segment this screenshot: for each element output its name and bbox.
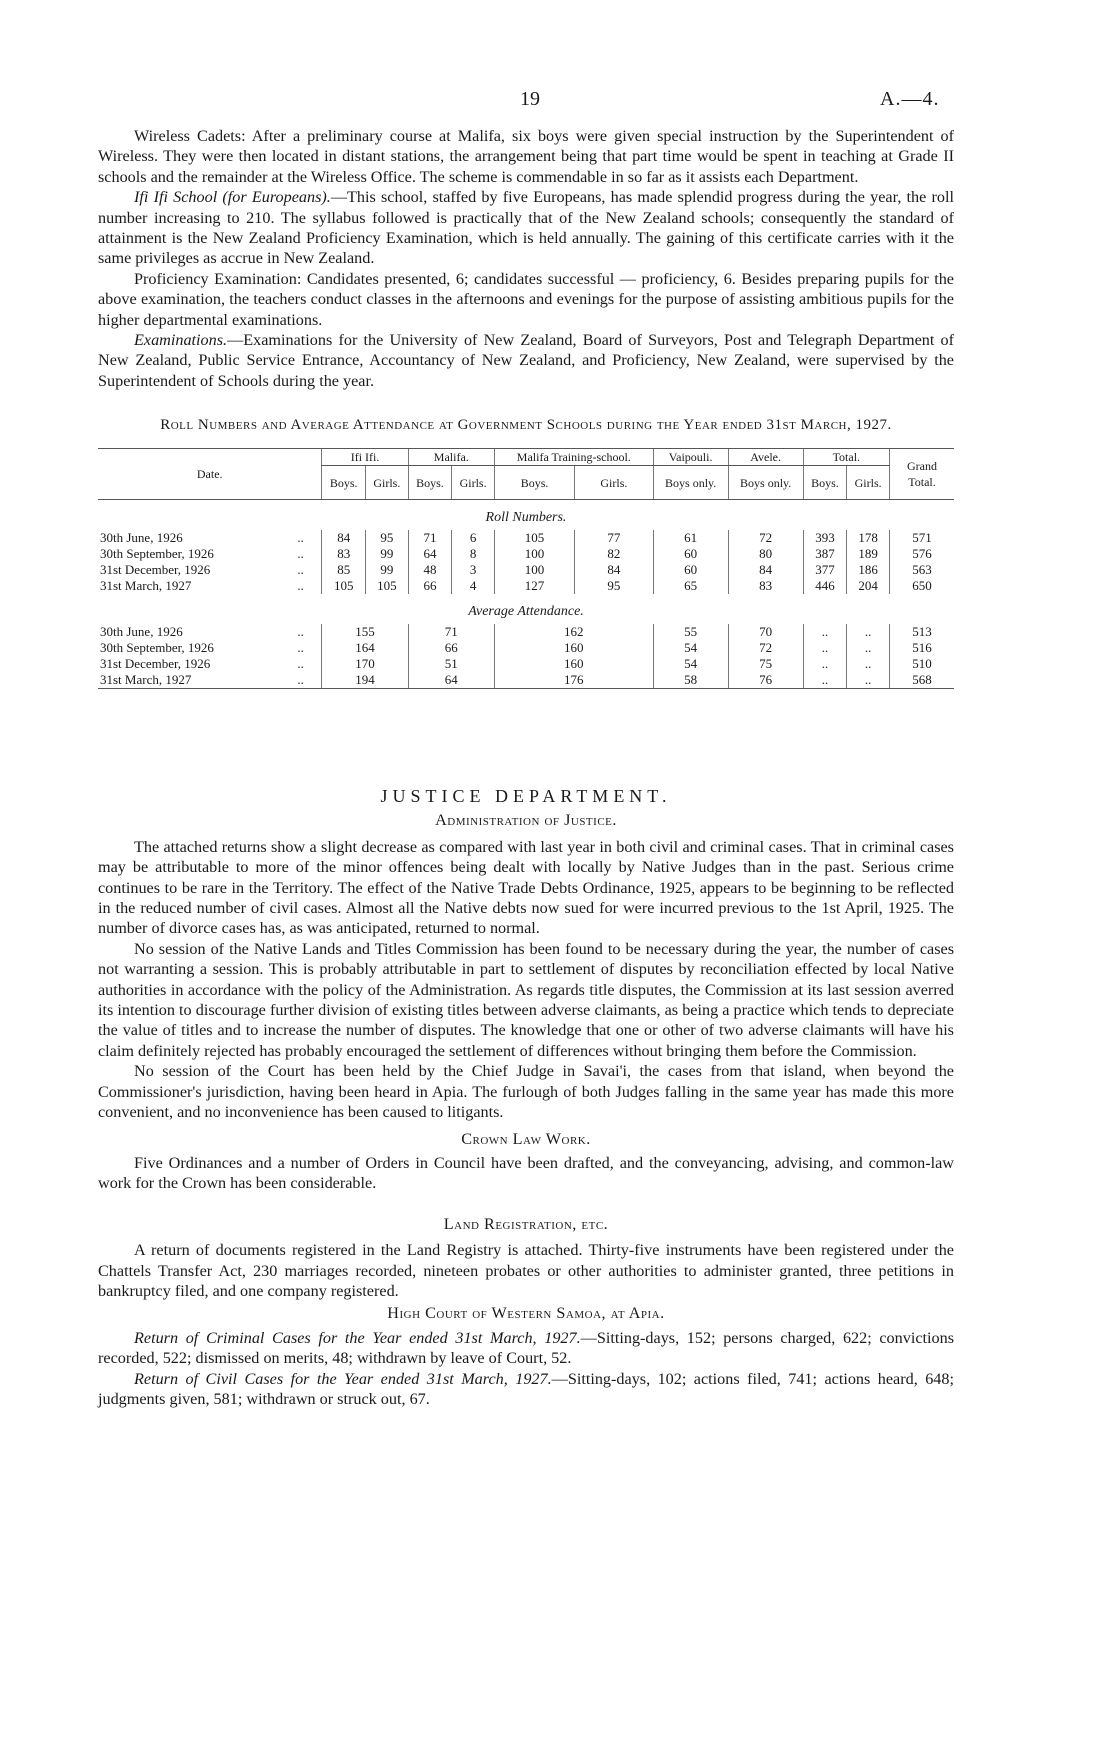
avele-cell: 76 <box>728 672 803 689</box>
grand-total-cell: 576 <box>890 546 955 562</box>
ifi-boys-cell: 105 <box>322 578 366 594</box>
attendance-row <box>98 624 954 640</box>
administration-heading: Administration of Justice. <box>435 811 617 830</box>
ifi-school-text: —This school, staffed by five Europeans, has made splendid progress during the year, the roll number increasing to 210. The syllabus followed is practically that of the New Zealand schools; consequently the standard of attainment is the New Zealand Proficiency Examination, which is held annually. The gaining of this certificate carries with it the same privileges as accrue in New Zealand. <box>98 188 954 268</box>
row-dots: .. <box>297 562 304 577</box>
ifi-boys-header: Boys. <box>322 466 366 500</box>
land-registration-paragraph: A return of documents registered in the Land Registry is attached. Thirty-five instruments have been registered under the Chattels Transfer Act, 230 marriages recorded, nineteen probates or other authorities to administer granted, three petitions in bankruptcy filed, and one company registered. <box>98 1241 954 1300</box>
row-dots: .. <box>297 624 304 639</box>
training-attendance-cell: 176 <box>494 672 653 689</box>
total-girls-cell: .. <box>847 640 890 656</box>
civil-cases-heading: Return of Civil Cases for the Year ended 31st March, 1927. <box>134 1369 552 1388</box>
grand-total-cell: 563 <box>890 562 955 578</box>
proficiency-paragraph: Proficiency Examination: Candidates presented, 6; candidates successful — proficiency, 6. Besides preparing pupils for the above examination, the teachers conduct classes in the afternoons and evenings for the purpose of assisting ambitious pupils for the higher departmental examinations. <box>98 269 954 329</box>
ifi-girls-cell: 105 <box>366 578 409 594</box>
ifi-attendance-cell: 170 <box>322 656 408 672</box>
training-girls-header: Girls. <box>575 466 654 500</box>
vaipouli-cell: 55 <box>653 624 728 640</box>
avele-cell: 72 <box>728 640 803 656</box>
training-boys-cell: 127 <box>494 578 574 594</box>
row-date: 31st December, 1926 <box>100 656 211 671</box>
attendance-row <box>98 672 954 689</box>
criminal-cases-heading: Return of Criminal Cases for the Year ended 31st March, 1927. <box>134 1328 581 1347</box>
total-girls-cell: .. <box>847 624 890 640</box>
ifi-attendance-cell: 155 <box>322 624 408 640</box>
examinations-heading: Examinations. <box>134 331 228 350</box>
row-dots: .. <box>297 640 304 655</box>
vaipouli-cell: 54 <box>653 656 728 672</box>
grand-total-cell: 516 <box>890 640 955 656</box>
ifi-boys-cell: 85 <box>322 562 366 578</box>
avele-cell: 75 <box>728 656 803 672</box>
total-boys-cell: .. <box>803 624 847 640</box>
land-registration-heading: Land Registration, etc. <box>443 1214 609 1233</box>
malifa-boys-cell: 71 <box>408 530 452 546</box>
training-boys-cell: 100 <box>494 562 574 578</box>
total-boys-header: Boys. <box>803 466 847 500</box>
row-date: 31st December, 1926 <box>100 562 211 577</box>
malifa-girls-cell: 6 <box>452 530 495 546</box>
training-attendance-cell: 160 <box>494 656 653 672</box>
justice-paragraph-3: No session of the Court has been held by the Chief Judge in Savai'i, the cases from that island, when beyond the Commissioner's jurisdiction, having been heard in Apia. The furlough of both Judges falling in the same year has made this more convenient, and no inconvenience has been caused to litigants. <box>98 1062 954 1122</box>
roll-row <box>98 546 954 562</box>
attendance-label: Average Attendance. <box>468 604 584 619</box>
grand-total-cell: 568 <box>890 672 955 689</box>
vaipouli-cell: 60 <box>653 562 728 578</box>
ifi-girls-cell: 99 <box>366 562 409 578</box>
total-boys-cell: .. <box>803 640 847 656</box>
criminal-cases-paragraph <box>98 1328 954 1369</box>
malifa-boys-cell: 48 <box>408 562 452 578</box>
total-girls-cell: .. <box>847 672 890 689</box>
total-header: Total. <box>803 449 889 466</box>
civil-cases-text: —Sitting-days, 102; actions filed, 741; actions heard, 648; judgments given, 581; withdrawn or struck out, 67. <box>98 1369 954 1408</box>
training-header: Malifa Training-school. <box>494 449 653 466</box>
vaipouli-cell: 65 <box>653 578 728 594</box>
crown-law-paragraph: Five Ordinances and a number of Orders in Council have been drafted, and the conveyancing, advising, and common-law work for the Crown has been considerable. <box>98 1153 954 1193</box>
justice-paragraph-2: No session of the Native Lands and Titles Commission has been found to be necessary during the year, the number of cases not warranting a session. This is probably attributable in part to settlement of disputes by reconciliation effected by local Native authorities in accordance with the policy of the Administration. As regards title disputes, the Commission at its last session averred its intention to discourage further division of existing titles between adverse claimants, as being a practice which tends to depreciate the value of titles and to increase the number of disputes. The knowledge that one or other of two adverse claimants will have his claim definitely rejected has probably encouraged the settlement of differences without bringing them before the Commission. <box>98 939 954 1060</box>
civil-cases-paragraph <box>98 1369 954 1410</box>
malifa-attendance-cell: 66 <box>408 640 494 656</box>
ifi-girls-header: Girls. <box>366 466 409 500</box>
grand-total-cell: 510 <box>890 656 955 672</box>
vaipouli-cell: 60 <box>653 546 728 562</box>
vaipouli-boys-header: Boys only. <box>653 466 728 500</box>
grand-total-cell: 650 <box>890 578 955 594</box>
ifi-boys-cell: 83 <box>322 546 366 562</box>
training-boys-cell: 105 <box>494 530 574 546</box>
avele-cell: 70 <box>728 624 803 640</box>
total-boys-cell: .. <box>803 656 847 672</box>
training-boys-cell: 100 <box>494 546 574 562</box>
intro-section <box>98 126 954 391</box>
ifi-school-heading: Ifi Ifi School (for Europeans). <box>134 188 331 207</box>
justice-paragraph-1: The attached returns show a slight decrease as compared with last year in both civil and criminal cases. That in criminal cases may be attributable to more of the minor offences being dealt with locally by Native Judges than in the past. Serious crime continues to be rare in the Territory. The effect of the Native Trade Debts Ordinance, 1925, appears to be beginning to be reflected in the reduced number of civil cases. Almost all the Native debts now sued for were incurred previous to the 1st April, 1925. The number of divorce cases has, as was anticipated, returned to normal. <box>98 837 954 938</box>
training-attendance-cell: 160 <box>494 640 653 656</box>
malifa-boys-cell: 66 <box>408 578 452 594</box>
total-girls-cell: 178 <box>847 530 890 546</box>
training-girls-cell: 77 <box>575 530 654 546</box>
total-girls-header: Girls. <box>847 466 890 500</box>
document-reference: A.—4. <box>880 88 940 110</box>
row-date: 31st March, 1927 <box>98 672 295 689</box>
roll-row <box>98 578 954 594</box>
roll-numbers-label: Roll Numbers. <box>485 510 567 525</box>
row-date: 30th September, 1926 <box>100 640 214 655</box>
malifa-header: Malifa. <box>408 449 494 466</box>
ifi-header: Ifi Ifi. <box>322 449 408 466</box>
malifa-girls-cell: 3 <box>452 562 495 578</box>
total-girls-cell: 189 <box>847 546 890 562</box>
vaipouli-cell: 54 <box>653 640 728 656</box>
training-boys-header: Boys. <box>494 466 574 500</box>
row-dots: .. <box>297 578 304 593</box>
attendance-row <box>98 656 954 672</box>
grand-total-cell: 513 <box>890 624 955 640</box>
high-court-heading: High Court of Western Samoa, at Apia. <box>387 1304 665 1323</box>
row-dots: .. <box>297 546 304 561</box>
row-date: 30th September, 1926 <box>100 546 214 561</box>
malifa-attendance-cell: 71 <box>408 624 494 640</box>
total-girls-cell: 186 <box>847 562 890 578</box>
row-date: 30th June, 1926 <box>100 530 183 545</box>
avele-cell: 84 <box>728 562 803 578</box>
avele-header: Avele. <box>728 449 803 466</box>
avele-boys-header: Boys only. <box>728 466 803 500</box>
malifa-girls-header: Girls. <box>452 466 495 500</box>
total-boys-cell: .. <box>803 672 847 689</box>
total-boys-cell: 446 <box>803 578 847 594</box>
total-girls-cell: 204 <box>847 578 890 594</box>
vaipouli-cell: 61 <box>653 530 728 546</box>
malifa-girls-cell: 8 <box>452 546 495 562</box>
roll-table-title: Roll Numbers and Average Attendance at Government Schools during the Year ended 31st March, 1927. <box>160 417 892 433</box>
ifi-attendance-cell: 164 <box>322 640 408 656</box>
grand-total-header: Grand Total. <box>890 449 955 500</box>
ifi-girls-cell: 95 <box>366 530 409 546</box>
crown-law-heading: Crown Law Work. <box>461 1129 591 1148</box>
avele-cell: 80 <box>728 546 803 562</box>
avele-cell: 72 <box>728 530 803 546</box>
total-boys-cell: 377 <box>803 562 847 578</box>
examinations-text: —Examinations for the University of New Zealand, Board of Surveyors, Post and Telegraph Department of New Zealand, Public Service Entrance, Accountancy of New Zealand, and Proficiency, New Zealand, were supervised by the Superintendent of Schools during the year. <box>98 331 954 390</box>
roll-table-section <box>98 416 954 689</box>
malifa-attendance-cell: 64 <box>408 672 494 689</box>
justice-title: JUSTICE DEPARTMENT. <box>380 786 672 806</box>
training-girls-cell: 84 <box>575 562 654 578</box>
total-boys-cell: 387 <box>803 546 847 562</box>
avele-cell: 83 <box>728 578 803 594</box>
ifi-attendance-cell: 194 <box>322 672 408 689</box>
vaipouli-header: Vaipouli. <box>653 449 728 466</box>
training-girls-cell: 82 <box>575 546 654 562</box>
malifa-attendance-cell: 51 <box>408 656 494 672</box>
ifi-school-paragraph <box>98 187 954 269</box>
criminal-cases-text: —Sitting-days, 152; persons charged, 622; convictions recorded, 522; dismissed on merits, 48; withdrawn by leave of Court, 52. <box>98 1328 954 1368</box>
total-girls-cell: .. <box>847 656 890 672</box>
vaipouli-cell: 58 <box>653 672 728 689</box>
malifa-boys-cell: 64 <box>408 546 452 562</box>
malifa-boys-header: Boys. <box>408 466 452 500</box>
training-attendance-cell: 162 <box>494 624 653 640</box>
row-date: 30th June, 1926 <box>100 624 183 639</box>
total-boys-cell: 393 <box>803 530 847 546</box>
roll-row <box>98 562 954 578</box>
malifa-girls-cell: 4 <box>452 578 495 594</box>
row-dots: .. <box>295 672 322 689</box>
examinations-paragraph <box>98 330 954 391</box>
row-dots: .. <box>297 656 304 671</box>
wireless-cadets-paragraph: Wireless Cadets: After a preliminary course at Malifa, six boys were given special instruction by the Superintendent of Wireless. They were then located in distant stations, the arrangement being that part time would be spent in teaching at Grade II schools and the remainder at the Wireless Office. The scheme is commendable in so far as it assists each Department. <box>98 127 954 186</box>
date-header: Date. <box>98 449 322 500</box>
roll-row <box>98 530 954 546</box>
training-girls-cell: 95 <box>575 578 654 594</box>
row-date: 31st March, 1927 <box>100 578 192 593</box>
row-dots: .. <box>297 530 304 545</box>
ifi-girls-cell: 99 <box>366 546 409 562</box>
justice-section <box>98 786 954 1409</box>
ifi-boys-cell: 84 <box>322 530 366 546</box>
grand-total-cell: 571 <box>890 530 955 546</box>
page-number: 19 <box>520 88 540 110</box>
attendance-row <box>98 640 954 656</box>
roll-table <box>98 448 954 689</box>
